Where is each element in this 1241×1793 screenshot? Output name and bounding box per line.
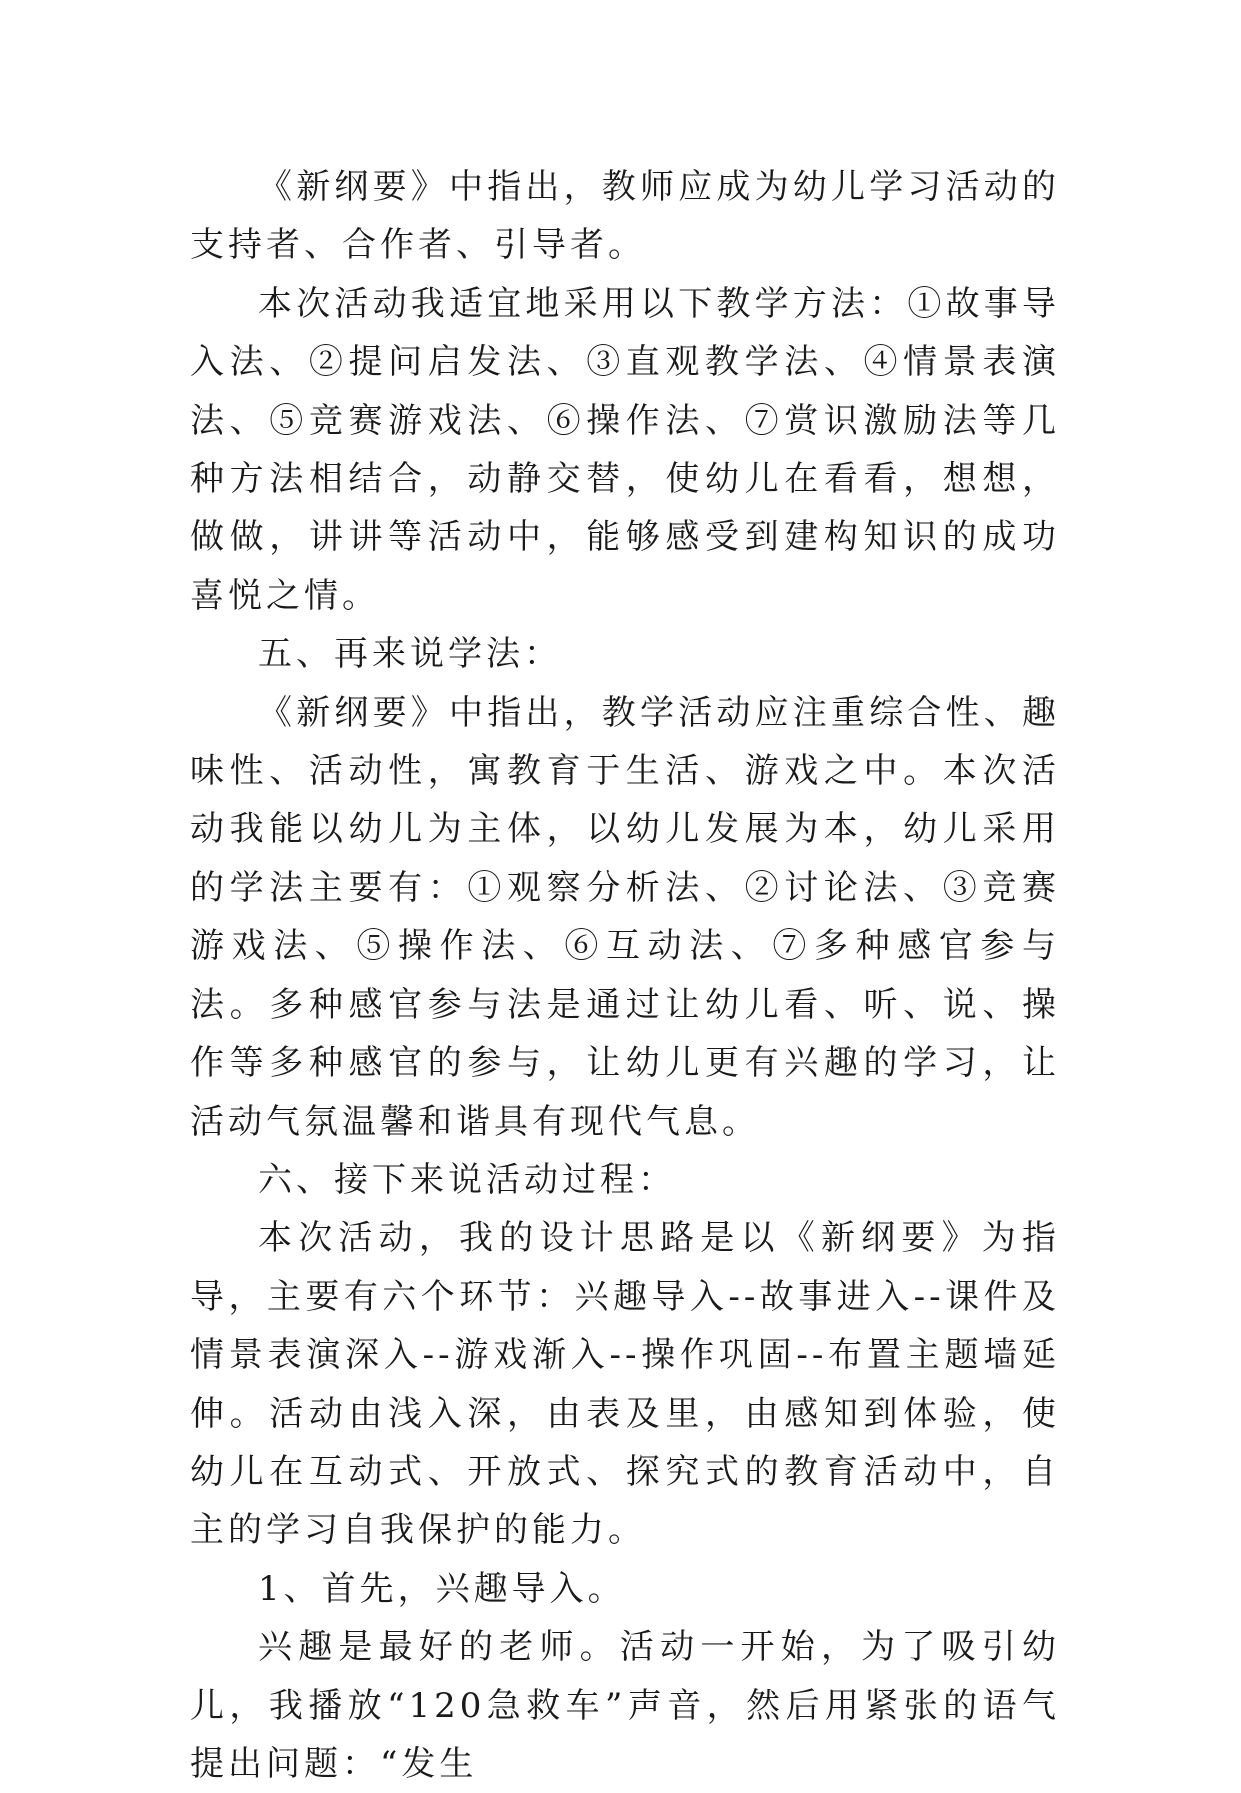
section-heading-learning-methods: 五、再来说学法： [258, 634, 562, 675]
paragraph-interest-introduction: 兴趣是最好的老师。活动一开始，为了吸引幼儿，我播放“120急救车”声音，然后用紧张的语气提出问题：“发生 [190, 1627, 1060, 1784]
section-heading-activity-process: 六、接下来说活动过程： [258, 1159, 676, 1200]
document-body [190, 158, 1060, 1793]
paragraph-teaching-methods: 本次活动我适宜地采用以下教学方法：①故事导入法、②提问启发法、③直观教学法、④情景表演法、⑤竞赛游戏法、⑥操作法、⑦赏识激励法等几种方法相结合，动静交替，使幼儿在看看，想想，做做，讲讲等活动中，能够感受到建构知识的成功喜悦之情。 [190, 283, 1060, 616]
paragraph-new-guideline-teacher-role: 《新纲要》中指出，教师应成为幼儿学习活动的支持者、合作者、引导者。 [190, 167, 1060, 266]
subheading-interest-introduction: 1、首先，兴趣导入。 [258, 1568, 626, 1609]
paragraph-design-ideas: 本次活动，我的设计思路是以《新纲要》为指导，主要有六个环节：兴趣导入--故事进入--课件及情景表演深入--游戏渐入--操作巩固--布置主题墙延伸。活动由浅入深，由表及里，由感知到体验，使幼儿在互动式、开放式、探究式的教育活动中，自主的学习自我保护的能力。 [190, 1218, 1060, 1551]
paragraph-learning-methods: 《新纲要》中指出，教学活动应注重综合性、趣味性、活动性，寓教育于生活、游戏之中。本次活动我能以幼儿为主体，以幼儿发展为本，幼儿采用的学法主要有：①观察分析法、②讨论法、③竞赛游戏法、⑤操作法、⑥互动法、⑦多种感官参与法。多种感官参与法是通过让幼儿看、听、说、操作等多种感官的参与，让幼儿更有兴趣的学习，让活动气氛温馨和谐具有现代气息。 [190, 692, 1060, 1142]
